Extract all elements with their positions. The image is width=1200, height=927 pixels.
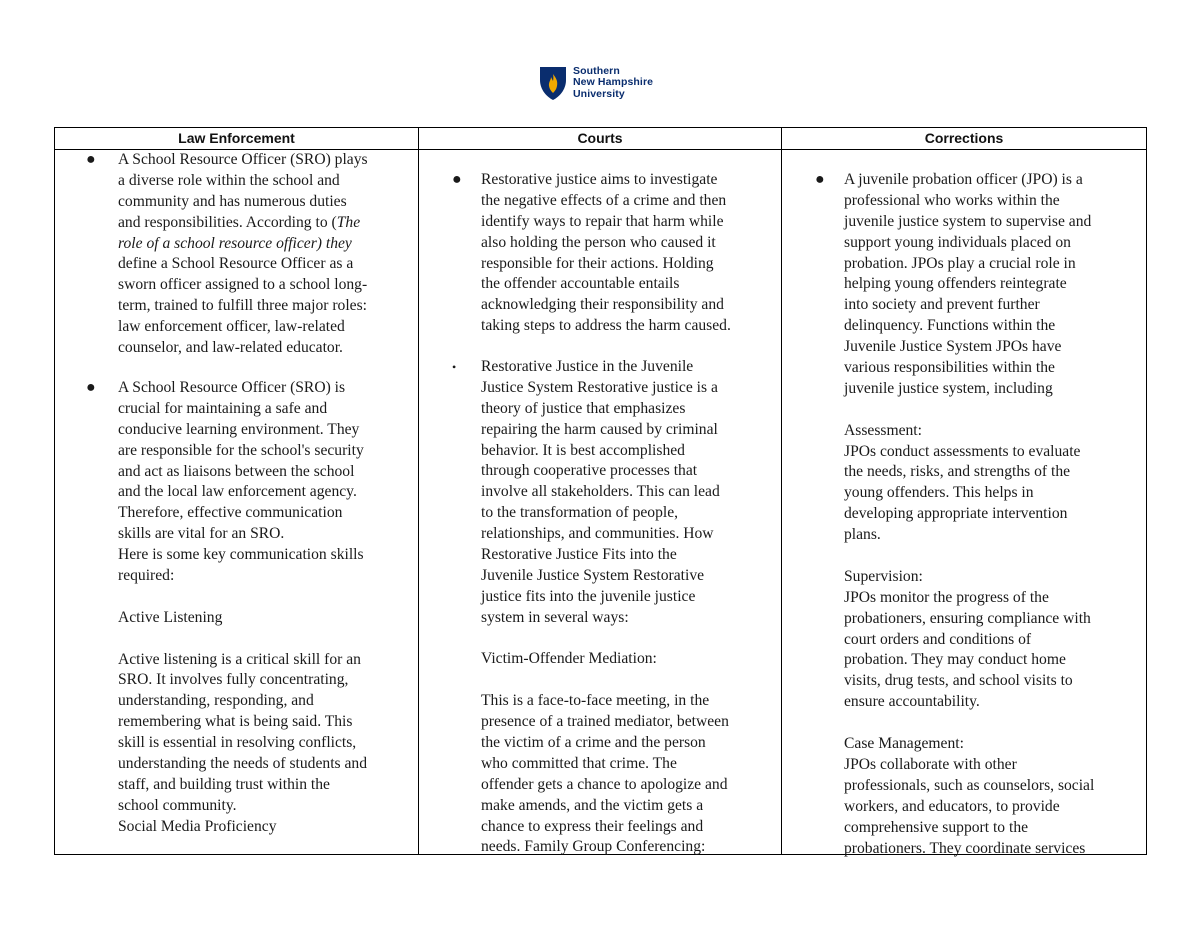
text-line: plans. [844,526,881,544]
text-line: A School Resource Officer (SRO) plays [118,151,368,168]
shield-flame-icon [539,66,567,101]
text-line: visits, drug tests, and school visits to [844,672,1073,690]
text-line: Restorative Justice Fits into the [481,546,677,564]
text-line: Restorative Justice in the Juvenile [481,358,694,375]
text-line: and act as liaisons between the school [118,462,355,480]
text-line: delinquency. Functions within the [844,317,1056,335]
text-line: justice fits into the juvenile justice [481,587,696,605]
text-line [481,670,729,691]
text-segment: and responsibilities. According to ( [118,213,337,231]
text-line: chance to express their feelings and [481,817,704,835]
text-line: skills are vital for an SRO. [118,525,285,543]
text-line: A School Resource Officer (SRO) is [118,379,346,396]
text-line: Case Management: [844,735,964,753]
text-line: to the transformation of people, [481,504,679,522]
column-divider [418,128,419,854]
text-line: probation. JPOs play a crucial role in [844,254,1076,272]
text-line: offender gets a chance to apologize and [481,775,728,793]
courts-bullet-1 [481,170,731,337]
text-line [118,213,368,234]
text-line: required: [118,567,175,585]
text-line: JPOs conduct assessments to evaluate [844,442,1081,460]
text-line: various responsibilities within the [844,359,1055,377]
text-line: needs. Family Group Conferencing: [481,838,706,856]
law-enforcement-bullet-2 [118,378,367,838]
text-line: through cooperative processes that [481,462,698,480]
comparison-table [54,127,1147,855]
text-line: presence of a trained mediator, between [481,713,729,731]
text-line: understanding the needs of students and [118,755,368,773]
text-line: acknowledging their responsibility and [481,296,724,314]
text-line: A juvenile probation officer (JPO) is a [844,171,1083,188]
logo-wordmark [573,66,653,101]
citation-italic-line: role of a school resource officer) they [118,234,352,252]
text-line: probationers. They coordinate services [844,839,1086,857]
text-line: Active listening is a critical skill for an [118,650,361,668]
text-line: Therefore, effective communication [118,504,343,522]
citation-italic: The [336,213,361,231]
text-line: responsible for their actions. Holding [481,254,714,272]
text-line: remembering what is being said. This [118,713,353,731]
text-line: court orders and conditions of [844,630,1032,648]
text-line: Restorative justice aims to investigate [481,171,718,188]
text-line: system in several ways: [481,608,629,626]
text-line: juvenile justice system, including [844,379,1053,397]
law-enforcement-bullet-1 [118,150,368,359]
text-line: law enforcement officer, law-related [118,318,345,336]
text-line: helping young offenders reintegrate [844,275,1067,293]
text-line: term, trained to fulfill three major roles: [118,297,367,315]
text-line: into society and prevent further [844,296,1040,314]
text-line [481,629,729,650]
text-line: repairing the harm caused by criminal [481,420,718,438]
text-line: Here is some key communication skills [118,546,364,564]
text-line: JPOs monitor the progress of the [844,588,1049,606]
logo-line-2: New Hampshire [573,76,654,89]
text-line: workers, and educators, to provide [844,797,1060,815]
text-line: probationers, ensuring compliance with [844,609,1091,627]
text-line [844,400,1094,421]
text-line: Juvenile Justice System Restorative [481,566,705,584]
text-line [844,546,1094,567]
text-line: conducive learning environment. They [118,420,360,438]
text-line: skill is essential in resolving conflicts, [118,734,357,752]
text-line: the offender accountable entails [481,275,680,293]
text-line: sworn officer assigned to a school long- [118,276,368,294]
text-line: and the local law enforcement agency. [118,483,357,501]
text-line: counselor, and law-related educator. [118,339,343,357]
text-line: also holding the person who caused it [481,233,716,251]
text-line: young offenders. This helps in [844,484,1034,502]
text-line: Supervision: [844,567,923,585]
text-line: identify ways to repair that harm while [481,212,724,230]
text-line: involve all stakeholders. This can lead [481,483,720,501]
courts-bullet-2 [481,357,729,858]
text-line: Social Media Proficiency [118,817,277,835]
text-line: taking steps to address the harm caused. [481,317,731,335]
text-line: make amends, and the victim gets a [481,796,704,814]
logo-line-1: Southern [573,64,620,77]
text-line: crucial for maintaining a safe and [118,399,328,417]
header-corrections: Corrections [924,130,1004,146]
text-line: Juvenile Justice System JPOs have [844,338,1062,356]
logo-line-3: University [573,87,625,100]
text-line: community and has numerous duties [118,192,347,210]
text-line: professionals, such as counselors, social [844,776,1095,794]
text-line: Assessment: [844,421,922,439]
text-line [118,629,367,650]
text-line: probation. They may conduct home [844,651,1066,669]
text-line: a diverse role within the school and [118,171,340,189]
university-logo [539,64,653,102]
bullet-icon: ● [452,171,462,188]
text-line: define a School Resource Officer as a [118,255,354,273]
text-line: This is a face-to-face meeting, in the [481,692,710,710]
text-line: staff, and building trust within the [118,775,330,793]
text-line: are responsible for the school's security [118,441,364,459]
bullet-icon: ● [86,379,96,396]
text-line: support young individuals placed on [844,233,1071,251]
text-line: the needs, risks, and strengths of the [844,463,1071,481]
text-line: juvenile justice system to supervise and [844,212,1092,230]
bullet-icon: ● [86,151,96,168]
text-line: Active Listening [118,608,223,626]
text-line: Justice System Restorative justice is a [481,378,718,396]
text-line: ensure accountability. [844,693,980,711]
text-line: the negative effects of a crime and then [481,191,727,209]
text-line: SRO. It involves fully concentrating, [118,671,349,689]
bullet-icon: ● [815,171,825,188]
text-line: school community. [118,796,237,814]
text-line: understanding, responding, and [118,692,314,710]
text-line: JPOs collaborate with other [844,755,1017,773]
text-line: professional who works within the [844,191,1060,209]
text-line: who committed that crime. The [481,754,677,772]
bullet-icon: • [452,360,457,374]
text-line [118,587,367,608]
text-line: comprehensive support to the [844,818,1029,836]
corrections-bullet-1 [844,170,1094,859]
text-line: behavior. It is best accomplished [481,441,685,459]
text-line [844,713,1094,734]
header-law-enforcement: Law Enforcement [178,130,295,146]
text-line: theory of justice that emphasizes [481,399,686,417]
text-line: developing appropriate intervention [844,505,1068,523]
text-line: Victim-Offender Mediation: [481,650,657,668]
text-line: the victim of a crime and the person [481,734,706,752]
header-courts: Courts [577,130,623,146]
column-divider [781,128,782,854]
text-line: relationships, and communities. How [481,525,714,543]
